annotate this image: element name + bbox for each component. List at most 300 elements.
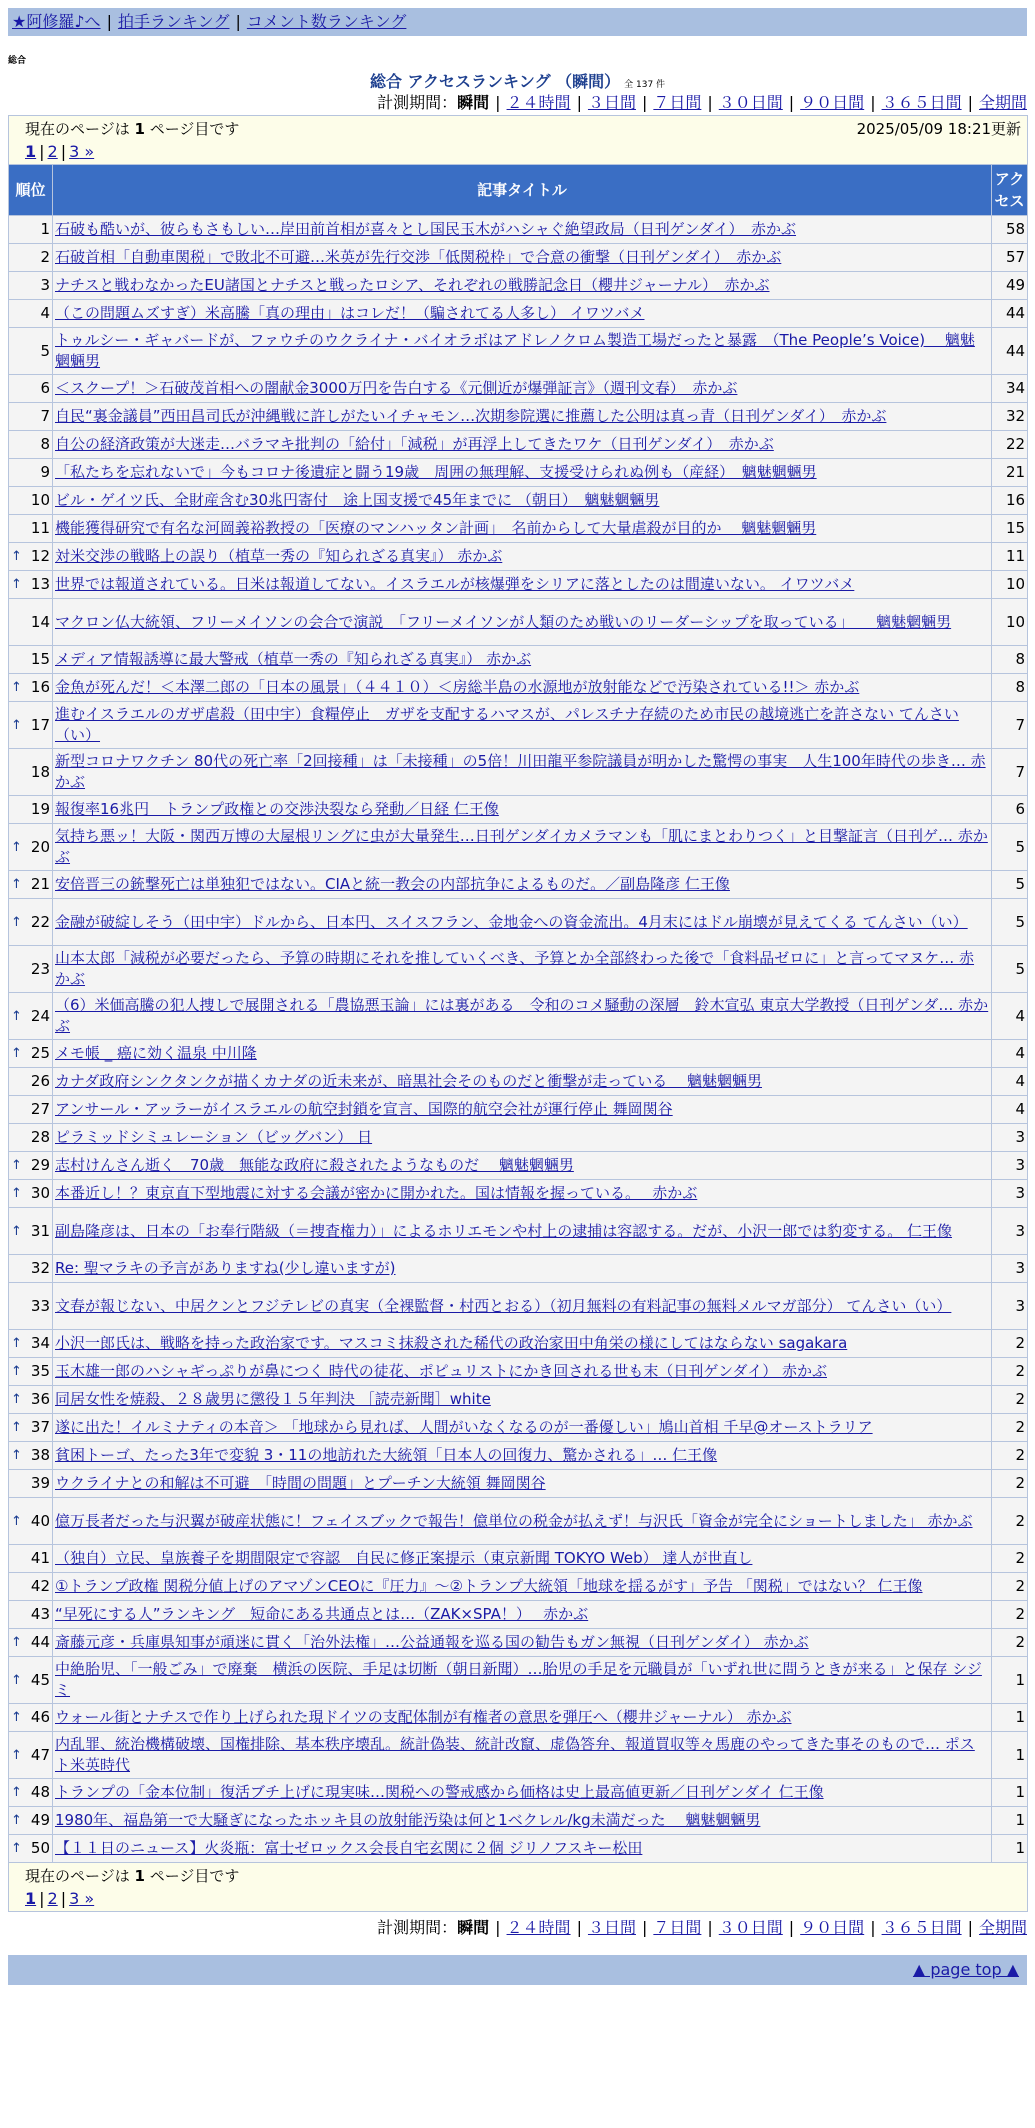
title-cell: [53, 1732, 992, 1779]
table-row: [9, 1732, 1028, 1779]
clap-ranking-link[interactable]: 拍手ランキング: [117, 12, 230, 31]
rank-cell: [9, 1442, 53, 1470]
period-link-5[interactable]: ９０日間: [800, 93, 865, 112]
article-link[interactable]: 斎藤元彦・兵庫県知事が頑迷に貫く「治外法権」…公益通報を巡る国の勧告もガン無視（日刊ゲンダイ） 赤かぶ: [55, 1633, 809, 1651]
article-link[interactable]: （6）米価高騰の犯人捜しで展開される「農協悪玉論」には裏がある 令和のコメ騒動の深層 鈴木宣弘 東京大学教授（日刊ゲンダ… 赤かぶ: [55, 996, 989, 1035]
pager-next[interactable]: »: [79, 1889, 95, 1908]
article-link[interactable]: 内乱罪、統治機構破壊、国権排除、基本秩序壊乱。統計偽装、統計改竄、虚偽答弁、報道買収等々馬鹿のやってきた事そのもので… ポスト米英時代: [55, 1735, 975, 1774]
pager-current[interactable]: 1: [25, 142, 37, 161]
pager-page-3[interactable]: 3: [69, 142, 80, 161]
up-arrow-icon: ↑: [11, 680, 22, 695]
title-cell: [53, 1152, 992, 1180]
table-row: [9, 1629, 1028, 1657]
title-cell: [53, 1096, 992, 1124]
rank-cell: [9, 1386, 53, 1414]
page-top-link[interactable]: ▲ page top ▲: [912, 1960, 1019, 1979]
table-row: [9, 824, 1028, 871]
rank-number: 50: [30, 1839, 50, 1857]
table-row: [9, 796, 1028, 824]
access-count: 2: [992, 1414, 1028, 1442]
pager-separator: |: [60, 1889, 67, 1908]
rank-number: 12: [30, 547, 50, 565]
title-header: 記事タイトル: [53, 165, 992, 216]
access-count: 7: [992, 749, 1028, 796]
period-link-7[interactable]: 全期間: [978, 93, 1027, 112]
up-arrow-icon: ↑: [11, 1158, 22, 1173]
title-cell: [53, 1358, 992, 1386]
table-row: [9, 1498, 1028, 1545]
table-row: [9, 871, 1028, 899]
table-row: [9, 1573, 1028, 1601]
article-link[interactable]: 志村けんさん逝く 70歳 無能な政府に殺されたようなものだ 魑魅魍魎男: [55, 1156, 574, 1174]
article-link[interactable]: ＜スクープ！＞石破茂首相への闇献金3000万円を告白する《元側近が爆弾証言》（週刊文春） 赤かぶ: [55, 379, 738, 397]
rank-number: 48: [30, 1783, 50, 1801]
rank-cell: [9, 1124, 53, 1152]
rank-cell: [9, 1208, 53, 1255]
title-cell: [53, 1704, 992, 1732]
title-cell: [53, 1545, 992, 1573]
title-cell: [53, 1442, 992, 1470]
rank-number: 11: [30, 519, 50, 537]
table-row: [9, 1601, 1028, 1629]
rank-number: 36: [30, 1390, 50, 1408]
article-link[interactable]: 小沢一郎氏は、戦略を持った政治家です。マスコミ抹殺された稀代の政治家田中角栄の様にしてはならない sagakara: [55, 1334, 848, 1352]
rank-number: 8: [40, 435, 50, 453]
page-info-number: 1: [134, 1866, 145, 1885]
article-link[interactable]: 億万長者だった与沢翼が破産状態に！フェイスブックで報告！億単位の税金が払えず！与沢氏「資金が完全にショートしました」 赤かぶ: [55, 1511, 973, 1530]
rank-cell: [9, 328, 53, 375]
table-row: [9, 328, 1028, 375]
up-arrow-icon: ↑: [11, 1747, 22, 1763]
table-row: [9, 272, 1028, 300]
rank-cell: [9, 1835, 53, 1863]
rank-cell: [9, 216, 53, 244]
title-cell: [53, 244, 992, 272]
rank-number: 46: [30, 1708, 50, 1726]
up-arrow-icon: ↑: [11, 1513, 22, 1529]
article-link[interactable]: カナダ政府シンクタンクが描くカナダの近未来が、暗黒社会そのものだと衝撃が走っている 魑魅魍魎男: [55, 1072, 762, 1090]
rank-cell: [9, 824, 53, 871]
table-row: [9, 543, 1028, 571]
rank-cell: [9, 871, 53, 899]
rank-number: 19: [30, 800, 50, 818]
table-row: [9, 1442, 1028, 1470]
up-arrow-icon: ↑: [11, 1785, 22, 1800]
pager-top: [11, 140, 1025, 164]
period-link-7[interactable]: 全期間: [978, 1918, 1027, 1937]
period-link-2[interactable]: ３日間: [587, 1918, 636, 1937]
access-count: 1: [992, 1657, 1028, 1704]
title-cell: [53, 1386, 992, 1414]
nav-separator: |: [235, 12, 241, 31]
period-link-3[interactable]: ７日間: [653, 1918, 702, 1937]
pager-page-3[interactable]: 3: [69, 1889, 80, 1908]
table-row: [9, 1152, 1028, 1180]
access-count: 57: [992, 244, 1028, 272]
rank-number: 16: [30, 678, 50, 696]
table-row: [9, 515, 1028, 543]
rank-number: 47: [30, 1745, 50, 1764]
article-link[interactable]: 山本太郎「減税が必要だったら、予算の時期にそれを推していくべき、予算とか全部終わった後で「食料品ゼロに」と言ってマヌケ… 赤かぶ: [55, 949, 975, 988]
rank-number: 1: [40, 220, 50, 238]
rank-number: 42: [30, 1577, 50, 1595]
rank-cell: [9, 1732, 53, 1779]
article-link[interactable]: 新型コロナワクチン 80代の死亡率「2回接種」は「未接種」の5倍！川田龍平参院議員が明かした驚愕の事実 人生100年時代の歩き… 赤かぶ: [55, 752, 986, 791]
title-cell: [53, 1835, 992, 1863]
period-link-3[interactable]: ７日間: [653, 93, 702, 112]
up-arrow-icon: ↑: [11, 877, 22, 892]
period-nav-top: [0, 91, 1035, 115]
rank-number: 10: [30, 491, 50, 509]
access-count: 10: [992, 571, 1028, 599]
access-count: 3: [992, 1208, 1028, 1255]
table-row: [9, 431, 1028, 459]
access-count: 7: [992, 702, 1028, 749]
top-nav-bar: [8, 8, 1027, 36]
article-link[interactable]: 「私たちを忘れないで」今もコロナ後遺症と闘う19歳 周囲の無理解、支援受けられぬ例も（産経） 魑魅魍魎男: [55, 463, 817, 481]
article-link[interactable]: メディア情報誘導に最大警戒（植草一秀の『知られざる真実』） 赤かぶ: [55, 650, 532, 668]
rank-number: 4: [40, 304, 50, 322]
article-link[interactable]: （独自）立民、皇族養子を期間限定で容認 自民に修正案提示（東京新聞 TOKYO Web） 達人が世直し: [55, 1549, 753, 1567]
table-row: [9, 599, 1028, 646]
article-link[interactable]: 機能獲得研究で有名な河岡義裕教授の「医療のマンハッタン計画」 名前からして大量虐殺が目的か 魑魅魍魎男: [55, 519, 817, 537]
rank-number: 5: [40, 341, 50, 360]
rank-number: 23: [30, 959, 50, 978]
access-count: 8: [992, 646, 1028, 674]
rank-cell: [9, 431, 53, 459]
title-cell: [53, 1573, 992, 1601]
title-cell: [53, 1414, 992, 1442]
ranking-title: 総合 アクセスランキング （瞬間）: [369, 72, 621, 91]
period-separator: |: [967, 93, 973, 112]
rank-cell: [9, 543, 53, 571]
access-count: 6: [992, 796, 1028, 824]
title-cell: [53, 1040, 992, 1068]
access-count: 3: [992, 1124, 1028, 1152]
access-count: 2: [992, 1573, 1028, 1601]
article-link[interactable]: アンサール・アッラーがイスラエルの航空封鎖を宣言、国際的航空会社が運行停止 舞岡関谷: [55, 1100, 673, 1118]
article-link[interactable]: ①トランプ政権 関税分値上げのアマゾンCEOに『圧力』～②トランプ大統領「地球を揺るがす」予告 「関税」ではない？ 仁王像: [55, 1577, 923, 1595]
title-cell: [53, 431, 992, 459]
rank-number: 41: [30, 1549, 50, 1567]
up-arrow-icon: ↑: [11, 839, 22, 855]
table-row: [9, 487, 1028, 515]
access-count: 1: [992, 1779, 1028, 1807]
title-cell: [53, 300, 992, 328]
table-row: [9, 1779, 1028, 1807]
access-count: 34: [992, 375, 1028, 403]
rank-cell: [9, 1152, 53, 1180]
pager-bottom: [11, 1887, 1025, 1911]
table-row: [9, 216, 1028, 244]
article-link[interactable]: 対米交渉の戦略上の誤り（植草一秀の『知られざる真実』） 赤かぶ: [55, 547, 503, 565]
table-row: [9, 300, 1028, 328]
article-link[interactable]: トゥルシー・ギャバードが、ファウチのウクライナ・バイオラボはアドレノクロム製造工場だったと暴露 （The People’s Voice) 魑魅魍魎男: [55, 331, 975, 370]
title-cell: [53, 1807, 992, 1835]
article-link[interactable]: ウォール街とナチスで作り上げられた現ドイツの支配体制が有権者の意思を弾圧へ（櫻井ジャーナル） 赤かぶ: [55, 1708, 792, 1726]
article-link[interactable]: 貧困トーゴ、たった3年で変貌 3・11の地訪れた大統領「日本人の回復力、驚かされる」… 仁王像: [55, 1446, 718, 1464]
access-count: 3: [992, 1283, 1028, 1330]
title-cell: [53, 1779, 992, 1807]
period-label: 計測期間：: [377, 1918, 458, 1937]
rank-number: 18: [30, 762, 50, 781]
period-link-6[interactable]: ３６５日間: [881, 1918, 962, 1937]
rank-number: 15: [30, 650, 50, 668]
article-link[interactable]: トランプの「金本位制」復活ブチ上げに現実味…関税への警戒感から価格は史上最高値更新／日刊ゲンダイ 仁王像: [55, 1783, 824, 1801]
period-link-2[interactable]: ３日間: [587, 93, 636, 112]
access-count: 4: [992, 1068, 1028, 1096]
page-info-row-bottom: [9, 1863, 1028, 1912]
table-row: [9, 1208, 1028, 1255]
up-arrow-icon: ↑: [11, 717, 22, 733]
article-link[interactable]: 金魚が死んだ！＜本澤二郎の「日本の風景」（４４１０）＜房総半島の水源地が放射能などで汚染されている!!＞ 赤かぶ: [55, 678, 860, 696]
period-label: 計測期間：: [377, 93, 458, 112]
up-arrow-icon: ↑: [11, 577, 22, 592]
access-count: 1: [992, 1704, 1028, 1732]
period-separator: |: [967, 1918, 973, 1937]
article-link[interactable]: 気持ち悪ッ！大阪・関西万博の大屋根リングに虫が大量発生…日刊ゲンダイカメラマンも「肌にまとわりつく」と目撃証言（日刊ゲ… 赤かぶ: [55, 827, 988, 866]
rank-number: 31: [30, 1221, 50, 1240]
rank-cell: [9, 796, 53, 824]
rank-cell: [9, 459, 53, 487]
title-cell: [53, 1629, 992, 1657]
table-row: [9, 1414, 1028, 1442]
pager-separator: |: [60, 142, 67, 161]
up-arrow-icon: ↑: [11, 1448, 22, 1463]
rank-cell: [9, 946, 53, 993]
rank-number: 2: [40, 248, 50, 266]
table-row: [9, 1807, 1028, 1835]
rank-number: 32: [30, 1259, 50, 1277]
rank-cell: [9, 1545, 53, 1573]
pager-current[interactable]: 1: [25, 1889, 37, 1908]
article-link[interactable]: 遂に出た！イルミナティの本音＞ 「地球から見れば、人間がいなくなるのが一番優しい」鳩山首相 千早@オーストラリア: [55, 1418, 873, 1436]
access-count: 22: [992, 431, 1028, 459]
title-cell: [53, 1180, 992, 1208]
access-count: 2: [992, 1442, 1028, 1470]
article-link[interactable]: ビル・ゲイツ氏、全財産含む30兆円寄付 途上国支援で45年までに （朝日） 魑魅魍魎男: [55, 491, 660, 509]
access-count: 10: [992, 599, 1028, 646]
article-link[interactable]: 中絶胎児、「一般ごみ」で廃棄 横浜の医院、手足は切断（朝日新聞）…胎児の手足を元職員が「いずれ世に問うときが来る」と保存 シジミ: [55, 1660, 982, 1699]
rank-number: 30: [30, 1184, 50, 1202]
rank-number: 27: [30, 1100, 50, 1118]
article-link[interactable]: マクロン仏大統領、フリーメイソンの会合で演説 「フリーメイソンが人類のため戦いのリーダーシップを取っている」 魑魅魍魎男: [55, 612, 952, 631]
period-separator: |: [576, 93, 582, 112]
rank-cell: [9, 993, 53, 1040]
rank-cell: [9, 487, 53, 515]
rank-number: 14: [30, 612, 50, 631]
page-info-bottom: [11, 1863, 1025, 1887]
article-link[interactable]: 世界では報道されている。日米は報道してない。イスラエルが核爆弾をシリアに落としたのは間違いない。 イワツバメ: [55, 575, 855, 593]
rank-number: 33: [30, 1296, 50, 1315]
pager-separator: |: [39, 142, 45, 161]
rank-cell: [9, 1807, 53, 1835]
table-row: [9, 1255, 1028, 1283]
home-link[interactable]: ★阿修羅♪へ: [12, 12, 101, 31]
rank-number: 34: [30, 1334, 50, 1352]
access-count: 2: [992, 1498, 1028, 1545]
table-row: [9, 646, 1028, 674]
article-link[interactable]: 【１１日のニュース】火炎瓶：富士ゼロックス会長自宅玄関に２個 ジリノフスキー松田: [55, 1839, 643, 1857]
period-separator: |: [641, 1918, 648, 1937]
article-link[interactable]: 同居女性を焼殺、２８歳男に懲役１５年判決 ［読売新聞］white: [55, 1390, 491, 1408]
rank-cell: [9, 1704, 53, 1732]
rank-number: 45: [30, 1670, 50, 1689]
rank-number: 7: [40, 407, 50, 425]
article-link[interactable]: ナチスと戦わなかったEU諸国とナチスと戦ったロシア、それぞれの戦勝記念日（櫻井ジャーナル） 赤かぶ: [55, 276, 770, 294]
access-count: 5: [992, 871, 1028, 899]
up-arrow-icon: ↑: [11, 914, 22, 930]
article-link[interactable]: ピラミッドシミュレーション（ビッグバン） 日: [55, 1128, 373, 1146]
rank-cell: [9, 599, 53, 646]
pager-next[interactable]: »: [79, 142, 95, 161]
rank-number: 6: [40, 379, 50, 397]
up-arrow-icon: ↑: [11, 1392, 22, 1407]
article-link[interactable]: 1980年、福島第一で大騒ぎになったホッキ貝の放射能汚染は何と1ベクレル/kg未満だった 魑魅魍魎男: [55, 1811, 761, 1829]
article-link[interactable]: Re: 聖マラキの予言がありますね(少し違いますが): [55, 1259, 396, 1277]
table-row: [9, 899, 1028, 946]
access-count: 2: [992, 1386, 1028, 1414]
page-info: 現在のページは 1 ページ目です: [25, 119, 240, 138]
rank-cell: [9, 1657, 53, 1704]
page-info-cell: [9, 1863, 1028, 1912]
table-row: [9, 571, 1028, 599]
access-count: 1: [992, 1732, 1028, 1779]
table-row: [9, 1180, 1028, 1208]
title-cell: [53, 1283, 992, 1330]
title-cell: [53, 1124, 992, 1152]
access-count: 58: [992, 216, 1028, 244]
period-link-1[interactable]: ２４時間: [506, 1918, 571, 1937]
rank-number: 40: [30, 1511, 50, 1530]
access-count: 4: [992, 993, 1028, 1040]
access-count: 5: [992, 824, 1028, 871]
rank-cell: [9, 646, 53, 674]
rank-number: 17: [30, 715, 50, 734]
page-info-text: [25, 1865, 239, 1886]
category-label: 総合: [8, 56, 27, 66]
page-info-after: ページ目です: [144, 1866, 240, 1885]
period-separator: |: [788, 1918, 795, 1937]
article-link[interactable]: 自民“裏金議員”西田昌司氏が沖縄戦に許しがたいイチャモン…次期参院選に推薦した公明は真っ青（日刊ゲンダイ） 赤かぶ: [55, 407, 887, 425]
rank-cell: [9, 375, 53, 403]
title-cell: [53, 946, 992, 993]
period-link-5[interactable]: ９０日間: [800, 1918, 865, 1937]
article-link[interactable]: “早死にする人”ランキング 短命にある共通点とは…（ZAK×SPA！） 赤かぶ: [55, 1605, 589, 1623]
pager-page-2[interactable]: 2: [47, 1889, 58, 1908]
table-row: [9, 1068, 1028, 1096]
rank-cell: [9, 1779, 53, 1807]
table-row: [9, 1358, 1028, 1386]
title-cell: [53, 1498, 992, 1545]
article-link[interactable]: メモ帳 _ 癌に効く温泉 中川隆: [55, 1044, 257, 1062]
access-count: 44: [992, 328, 1028, 375]
rank-cell: [9, 702, 53, 749]
article-link[interactable]: 文春が報じない、中居クンとフジテレビの真実（全裸監督・村西とおる）（初月無料の有料記事の無料メルマガ部分） てんさい（い）: [55, 1296, 952, 1315]
rank-number: 21: [30, 875, 50, 893]
rank-number: 24: [30, 1006, 50, 1025]
period-link-4[interactable]: ３０日間: [718, 1918, 783, 1937]
up-arrow-icon: ↑: [11, 1420, 22, 1435]
rank-cell: [9, 1470, 53, 1498]
pager-page-2[interactable]: 2: [47, 142, 58, 161]
item-count: 全 137 件: [624, 80, 666, 90]
access-count: 1: [992, 1807, 1028, 1835]
rank-number: 49: [30, 1811, 50, 1829]
rank-cell: [9, 1040, 53, 1068]
title-cell: [53, 571, 992, 599]
article-link[interactable]: 自公の経済政策が大迷走…バラマキ批判の「給付」「減税」が再浮上してきたワケ（日刊ゲンダイ） 赤かぶ: [55, 435, 774, 453]
article-link[interactable]: 石破も酷いが、彼らもさもしい…岸田前首相が喜々とし国民玉木がハシャぐ絶望政局（日刊ゲンダイ） 赤かぶ: [55, 220, 797, 238]
rank-number: 38: [30, 1446, 50, 1464]
access-count: 15: [992, 515, 1028, 543]
nav-separator: |: [106, 12, 112, 31]
rank-number: 37: [30, 1418, 50, 1436]
up-arrow-icon: ↑: [11, 1710, 22, 1725]
rank-cell: [9, 674, 53, 702]
period-link-1[interactable]: ２４時間: [506, 93, 571, 112]
title-cell: [53, 487, 992, 515]
rank-number: 25: [30, 1044, 50, 1062]
title-cell: [53, 1330, 992, 1358]
period-link-4[interactable]: ３０日間: [718, 93, 783, 112]
title-cell: [53, 796, 992, 824]
article-link[interactable]: 本番近し！？東京直下型地震に対する会議が密かに開かれた。国は情報を握っている。 赤かぶ: [55, 1184, 698, 1202]
article-link[interactable]: 玉木雄一郎のハシャギっぷりが鼻につく 時代の徒花、ポピュリストにかき回される世も末（日刊ゲンダイ） 赤かぶ: [55, 1362, 827, 1380]
rank-number: 43: [30, 1605, 50, 1623]
period-link-6[interactable]: ３６５日間: [881, 93, 962, 112]
article-link[interactable]: 副島隆彦は、日本の「お奉行階級（＝捜査権力）」によるホリエモンや村上の逮捕は容認する。だが、小沢一郎では豹変する。 仁王像: [55, 1221, 952, 1240]
access-count: 3: [992, 1255, 1028, 1283]
title-cell: [53, 1657, 992, 1704]
rank-number: 44: [30, 1633, 50, 1651]
rank-cell: [9, 1601, 53, 1629]
rank-cell: [9, 403, 53, 431]
title-cell: [53, 216, 992, 244]
article-link[interactable]: 金融が破綻しそう（田中宇）ドルから、日本円、スイスフラン、金地金への資金流出。4月末にはドル崩壊が見えてくる てんさい（い）: [55, 912, 968, 931]
up-arrow-icon: ↑: [11, 1008, 22, 1024]
article-link[interactable]: 進むイスラエルのガザ虐殺（田中宇）食糧停止 ガザを支配するハマスが、パレスチナ存続のため市民の越境逃亡を許さない てんさい（い）: [55, 705, 959, 744]
access-count: 3: [992, 1152, 1028, 1180]
title-cell: [53, 899, 992, 946]
article-link[interactable]: 安倍晋三の銃撃死亡は単独犯ではない。CIAと統一教会の内部抗争によるものだ。／副島隆彦 仁王像: [55, 875, 730, 893]
title-cell: [53, 1601, 992, 1629]
access-count: 2: [992, 1629, 1028, 1657]
period-separator: |: [495, 93, 501, 112]
article-link[interactable]: ウクライナとの和解は不可避 「時間の問題」とプーチン大統領 舞岡関谷: [55, 1474, 546, 1492]
title-cell: [53, 749, 992, 796]
rank-cell: [9, 1629, 53, 1657]
access-count: 8: [992, 674, 1028, 702]
page-title: [0, 69, 1035, 91]
access-count: 21: [992, 459, 1028, 487]
period-current: 瞬間: [457, 93, 490, 112]
title-cell: [53, 1068, 992, 1096]
table-row: [9, 1545, 1028, 1573]
article-link[interactable]: 石破首相「自動車関税」で敗北不可避…米英が先行交渉「低関税枠」で合意の衝撃（日刊ゲンダイ） 赤かぶ: [55, 248, 782, 266]
comment-ranking-link[interactable]: コメント数ランキング: [246, 12, 407, 31]
title-cell: [53, 871, 992, 899]
period-separator: |: [870, 1918, 876, 1937]
rank-cell: [9, 571, 53, 599]
title-cell: [53, 515, 992, 543]
article-link[interactable]: （この問題ムズすぎ）米高騰「真の理由」はコレだ！（騙されてる人多し） イワツバメ: [55, 304, 645, 322]
period-separator: |: [495, 1918, 501, 1937]
table-row: [9, 702, 1028, 749]
article-link[interactable]: 報復率16兆円 トランプ政権との交渉決裂なら発動／日経 仁王像: [55, 800, 499, 818]
table-row: [9, 749, 1028, 796]
title-cell: [53, 272, 992, 300]
